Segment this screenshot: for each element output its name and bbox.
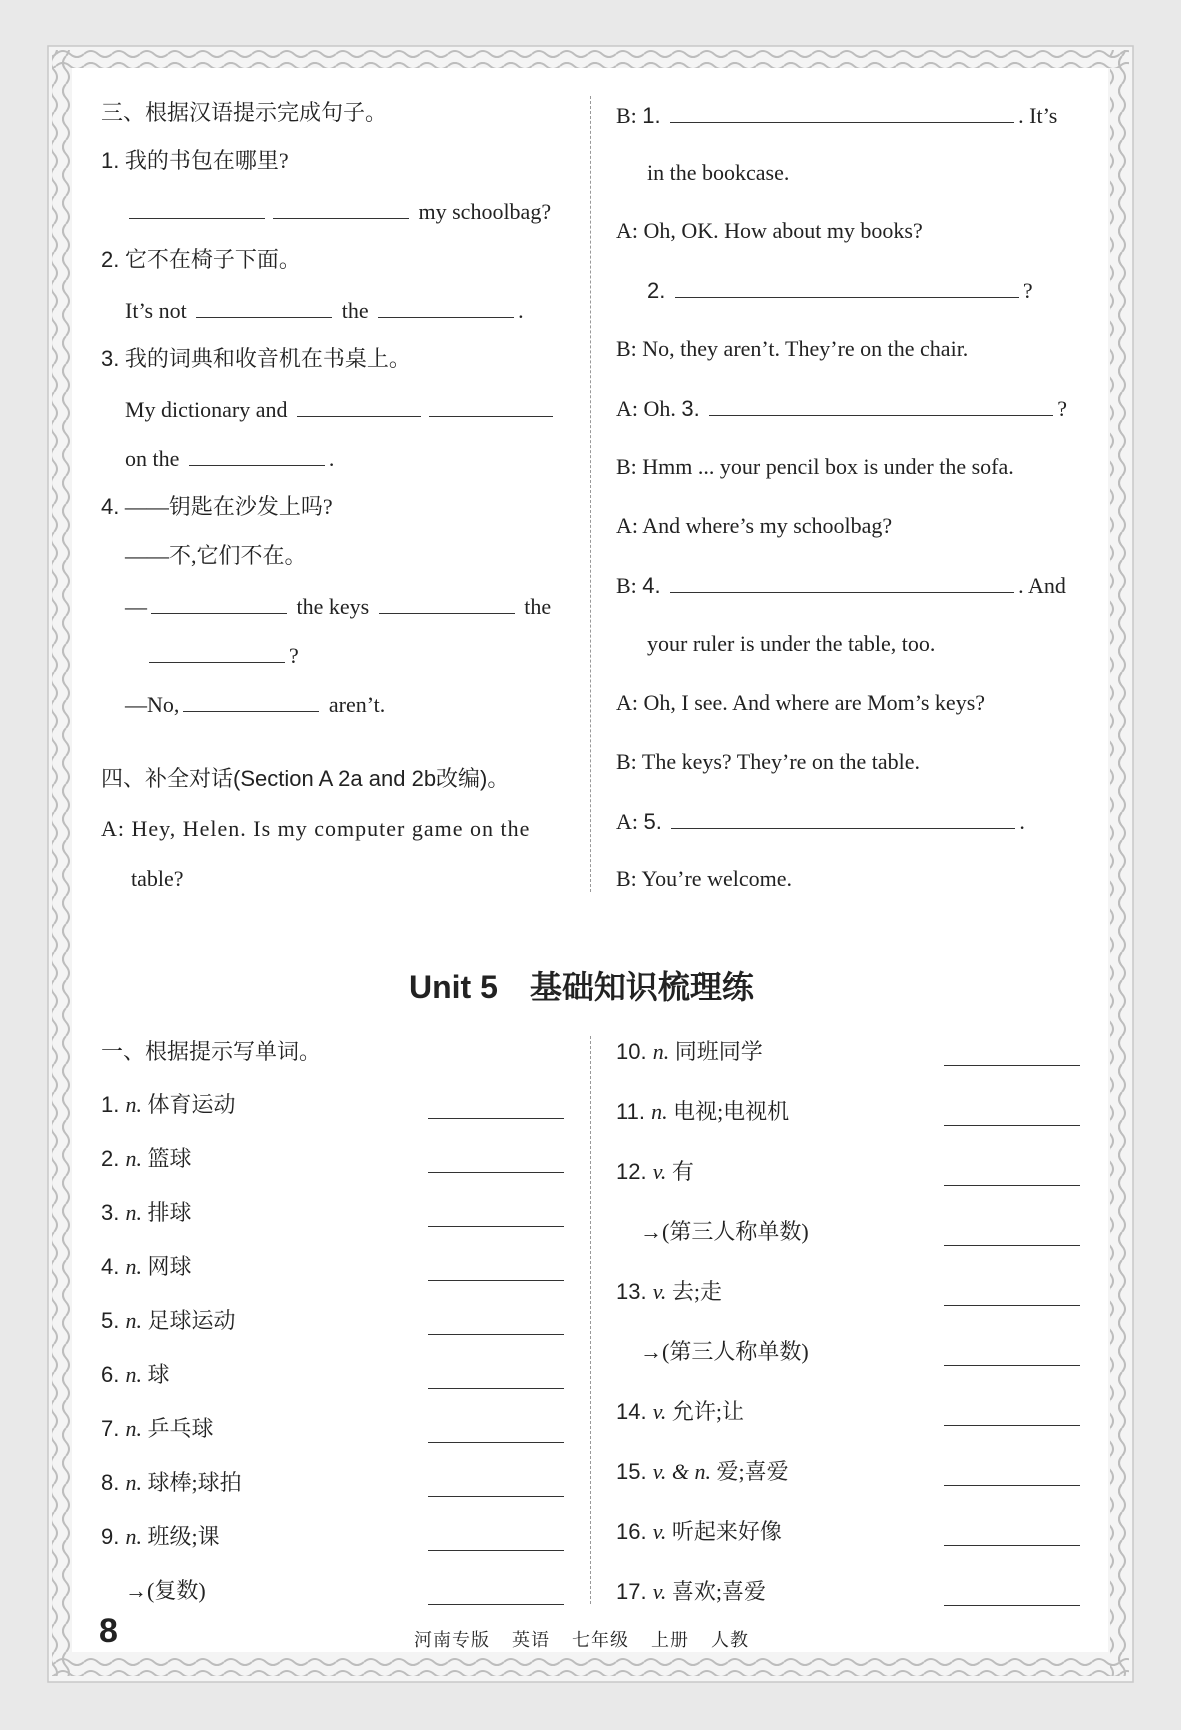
answer-blank[interactable] bbox=[944, 1365, 1080, 1366]
text: 4. bbox=[642, 573, 661, 598]
text: A: bbox=[616, 809, 638, 834]
footer-item: 人教 bbox=[711, 1630, 749, 1650]
text: A: Oh. bbox=[616, 396, 676, 421]
vocab-item bbox=[616, 1097, 789, 1127]
dialog-b3: B: Hmm ... your pencil box is under the sofa. bbox=[616, 454, 1014, 479]
vocab-number: 10. bbox=[616, 1039, 653, 1064]
text: B: bbox=[616, 573, 637, 598]
vocab-number: 12. bbox=[616, 1159, 653, 1184]
column-divider-2 bbox=[590, 1036, 591, 1604]
dialog-b4 bbox=[616, 570, 1066, 601]
answer-blank[interactable] bbox=[944, 1305, 1080, 1306]
text: 2. bbox=[647, 278, 666, 303]
s3-q3-answer-2 bbox=[125, 443, 334, 474]
dialog-b2: B: No, they aren’t. They’re on the chair. bbox=[616, 336, 969, 361]
answer-blank[interactable] bbox=[428, 1604, 564, 1605]
vocab-chinese: 允许;让 bbox=[671, 1399, 744, 1424]
blank[interactable] bbox=[709, 393, 1053, 416]
s3-q2-answer bbox=[125, 295, 524, 326]
blank[interactable] bbox=[670, 570, 1014, 593]
text: . bbox=[1019, 809, 1025, 834]
vocab-chinese: 班级;课 bbox=[147, 1524, 220, 1549]
vocab-chinese: 有 bbox=[671, 1159, 694, 1184]
dialog-b4-cont: your ruler is under the table, too. bbox=[647, 631, 936, 656]
vocab-item bbox=[101, 1252, 191, 1282]
vocab-chinese: →(复数) bbox=[125, 1578, 206, 1603]
vocab-number: 2. bbox=[101, 1146, 126, 1171]
vocab-chinese: 球 bbox=[147, 1362, 170, 1387]
vocab-pos: v. bbox=[652, 1519, 672, 1544]
answer-blank[interactable] bbox=[944, 1545, 1080, 1546]
vocab-pos: n. bbox=[125, 1362, 148, 1387]
dialog-b1-cont: in the bookcase. bbox=[647, 160, 790, 185]
answer-blank[interactable] bbox=[428, 1550, 564, 1551]
vocab-item bbox=[101, 1090, 235, 1120]
answer-blank[interactable] bbox=[944, 1065, 1080, 1066]
blank[interactable] bbox=[297, 394, 421, 417]
vocab-pos: v. bbox=[652, 1399, 672, 1424]
dialog-a3 bbox=[616, 393, 1067, 424]
vocab-pos: n. bbox=[125, 1254, 148, 1279]
vocab-number: 13. bbox=[616, 1279, 653, 1304]
vocab-number: 9. bbox=[101, 1524, 126, 1549]
text: . It’s bbox=[1018, 103, 1058, 128]
text: . And bbox=[1018, 573, 1066, 598]
section3-heading: 三、根据汉语提示完成句子。 bbox=[101, 100, 388, 125]
vocab-item bbox=[101, 1198, 191, 1228]
column-divider bbox=[590, 96, 591, 892]
vocab-chinese: 听起来好像 bbox=[671, 1519, 782, 1544]
text: B: bbox=[616, 103, 637, 128]
vocab-pos: n. bbox=[652, 1039, 675, 1064]
vocab-item bbox=[101, 1414, 213, 1444]
s4-a1: A: Hey, Helen. Is my computer game on the bbox=[101, 816, 531, 841]
blank[interactable] bbox=[429, 394, 553, 417]
text: ? bbox=[1022, 278, 1033, 303]
vocab-pos: v. & n. bbox=[652, 1459, 717, 1484]
vocab-pos: v. bbox=[652, 1159, 672, 1184]
answer-blank[interactable] bbox=[428, 1118, 564, 1119]
s3-q4-answer-2 bbox=[145, 640, 299, 671]
vocab-item bbox=[616, 1517, 782, 1547]
answer-blank[interactable] bbox=[944, 1425, 1080, 1426]
answer-blank[interactable] bbox=[944, 1485, 1080, 1486]
text: . bbox=[328, 446, 335, 471]
s3-q4-answer-3 bbox=[125, 689, 385, 720]
dialog-a2: A: Oh, OK. How about my books? bbox=[616, 218, 923, 243]
q3-chinese: 我的词典和收音机在书桌上。 bbox=[124, 346, 411, 371]
s3-q4-answer bbox=[125, 591, 551, 622]
s3-q3 bbox=[101, 344, 411, 374]
answer-blank[interactable] bbox=[428, 1334, 564, 1335]
blank[interactable] bbox=[189, 443, 325, 466]
dialog-q2 bbox=[647, 275, 1033, 306]
vocab-item bbox=[616, 1037, 763, 1067]
text: My dictionary and bbox=[125, 397, 288, 422]
q4-number: 4. bbox=[101, 494, 120, 519]
text: the keys bbox=[296, 594, 370, 619]
vocab-number: 16. bbox=[616, 1519, 653, 1544]
vocab-number: 3. bbox=[101, 1200, 126, 1225]
s3-q1-answer bbox=[125, 196, 551, 227]
vocab-chinese: →(第三人称单数) bbox=[640, 1339, 809, 1364]
answer-blank[interactable] bbox=[428, 1496, 564, 1497]
vocab-chinese: 球棒;球拍 bbox=[147, 1470, 242, 1495]
vocab-chinese: 去;走 bbox=[671, 1279, 722, 1304]
s3-q1 bbox=[101, 146, 289, 176]
unit-title bbox=[409, 962, 754, 1008]
vocab-item bbox=[125, 1576, 206, 1606]
blank[interactable] bbox=[183, 689, 319, 712]
text: It’s not bbox=[125, 298, 187, 323]
vocab-chinese: 体育运动 bbox=[147, 1092, 236, 1117]
vocab-number: 5. bbox=[101, 1308, 126, 1333]
vocab-chinese: 爱;喜爱 bbox=[716, 1459, 789, 1484]
q2-number: 2. bbox=[101, 247, 120, 272]
vocab-number: 8. bbox=[101, 1470, 126, 1495]
vocab-item bbox=[616, 1577, 766, 1607]
blank[interactable] bbox=[151, 591, 287, 614]
blank[interactable] bbox=[149, 640, 285, 663]
text: Unit 5 bbox=[409, 969, 498, 1005]
vocab-item bbox=[640, 1337, 809, 1367]
vocab-pos: v. bbox=[652, 1279, 672, 1304]
vocab-number: 17. bbox=[616, 1579, 653, 1604]
answer-blank[interactable] bbox=[944, 1185, 1080, 1186]
s3-q4-chinese-2: ——不,它们不在。 bbox=[125, 543, 307, 568]
dialog-b1 bbox=[616, 100, 1057, 131]
vocab-pos: n. bbox=[125, 1524, 148, 1549]
s3-q4 bbox=[101, 492, 333, 522]
vocab-chinese: 同班同学 bbox=[674, 1039, 763, 1064]
vocab-number: 11. bbox=[616, 1099, 652, 1124]
s4-a1b: table? bbox=[131, 866, 184, 891]
blank[interactable] bbox=[670, 100, 1014, 123]
text: 3. bbox=[681, 396, 700, 421]
text: 5. bbox=[643, 809, 662, 834]
q1-number: 1. bbox=[101, 148, 120, 173]
text: aren’t. bbox=[328, 692, 386, 717]
vocab-pos: n. bbox=[125, 1470, 148, 1495]
dialog-b6: B: You’re welcome. bbox=[616, 866, 792, 891]
s3-q3-answer bbox=[125, 394, 557, 425]
text: 基础知识梳理练 bbox=[529, 969, 754, 1005]
text: ? bbox=[289, 643, 299, 668]
section4-heading: 四、补全对话(Section A 2a and 2b改编)。 bbox=[101, 766, 510, 791]
vocab-pos: n. bbox=[125, 1146, 148, 1171]
footer-item: 上册 bbox=[651, 1630, 689, 1650]
dialog-a5: A: Oh, I see. And where are Mom’s keys? bbox=[616, 690, 986, 715]
answer-blank[interactable] bbox=[428, 1280, 564, 1281]
q3-number: 3. bbox=[101, 346, 120, 371]
blank[interactable] bbox=[273, 196, 409, 219]
vocab-item bbox=[616, 1457, 789, 1487]
vocab-number: 1. bbox=[101, 1092, 126, 1117]
answer-blank[interactable] bbox=[428, 1442, 564, 1443]
vocab-pos: v. bbox=[652, 1579, 672, 1604]
vocab-number: 7. bbox=[101, 1416, 126, 1441]
vocab-chinese: 足球运动 bbox=[147, 1308, 236, 1333]
text: ? bbox=[1057, 396, 1068, 421]
answer-blank[interactable] bbox=[944, 1605, 1080, 1606]
vocab-pos: n. bbox=[125, 1308, 148, 1333]
vocab-chinese: 乒乓球 bbox=[147, 1416, 214, 1441]
s3-q2 bbox=[101, 245, 301, 275]
dialog-a6 bbox=[616, 806, 1025, 837]
vocab-item bbox=[616, 1397, 744, 1427]
footer-item: 七年级 bbox=[572, 1630, 629, 1650]
vocab-item bbox=[101, 1306, 235, 1336]
page-number: 8 bbox=[99, 1612, 118, 1650]
text: —No, bbox=[125, 692, 180, 717]
vocab-chinese: 排球 bbox=[147, 1200, 192, 1225]
answer-blank[interactable] bbox=[428, 1226, 564, 1227]
vocab-chinese: →(第三人称单数) bbox=[640, 1219, 809, 1244]
vocab-item bbox=[101, 1468, 242, 1498]
answer-blank[interactable] bbox=[944, 1245, 1080, 1246]
footer-info bbox=[414, 1626, 771, 1652]
footer-item: 英语 bbox=[512, 1630, 550, 1650]
blank[interactable] bbox=[378, 295, 514, 318]
text: 1. bbox=[642, 103, 661, 128]
q2-chinese: 它不在椅子下面。 bbox=[124, 247, 301, 272]
vocab-heading: 一、根据提示写单词。 bbox=[101, 1039, 322, 1064]
vocab-item bbox=[640, 1217, 809, 1247]
text: on the bbox=[125, 446, 180, 471]
vocab-chinese: 电视;电视机 bbox=[673, 1099, 790, 1124]
vocab-item bbox=[616, 1277, 722, 1307]
blank[interactable] bbox=[675, 275, 1019, 298]
vocab-number: 6. bbox=[101, 1362, 126, 1387]
answer-blank[interactable] bbox=[428, 1388, 564, 1389]
vocab-item bbox=[101, 1522, 220, 1552]
answer-blank[interactable] bbox=[428, 1172, 564, 1173]
q1-tail: my schoolbag? bbox=[418, 199, 552, 224]
vocab-pos: n. bbox=[651, 1099, 674, 1124]
vocab-pos: n. bbox=[125, 1416, 148, 1441]
blank[interactable] bbox=[379, 591, 515, 614]
text: the bbox=[524, 594, 552, 619]
text: — bbox=[125, 594, 147, 619]
vocab-item bbox=[101, 1360, 169, 1390]
dialog-b5: B: The keys? They’re on the table. bbox=[616, 749, 921, 774]
blank[interactable] bbox=[196, 295, 332, 318]
vocab-item bbox=[101, 1144, 191, 1174]
q1-chinese: 我的书包在哪里? bbox=[124, 148, 289, 173]
blank[interactable] bbox=[129, 196, 265, 219]
vocab-number: 14. bbox=[616, 1399, 653, 1424]
vocab-item bbox=[616, 1157, 694, 1187]
vocab-number: 4. bbox=[101, 1254, 126, 1279]
vocab-chinese: 网球 bbox=[147, 1254, 192, 1279]
vocab-chinese: 喜欢;喜爱 bbox=[671, 1579, 766, 1604]
dialog-a4: A: And where’s my schoolbag? bbox=[616, 513, 893, 538]
vocab-chinese: 篮球 bbox=[147, 1146, 192, 1171]
vocab-number: 15. bbox=[616, 1459, 653, 1484]
q4-chinese: ——钥匙在沙发上吗? bbox=[124, 494, 333, 519]
vocab-pos: n. bbox=[125, 1200, 148, 1225]
blank[interactable] bbox=[671, 806, 1015, 829]
footer-item: 河南专版 bbox=[414, 1630, 490, 1650]
answer-blank[interactable] bbox=[944, 1125, 1080, 1126]
text: . bbox=[518, 298, 524, 323]
vocab-pos: n. bbox=[125, 1092, 148, 1117]
text: the bbox=[341, 298, 369, 323]
